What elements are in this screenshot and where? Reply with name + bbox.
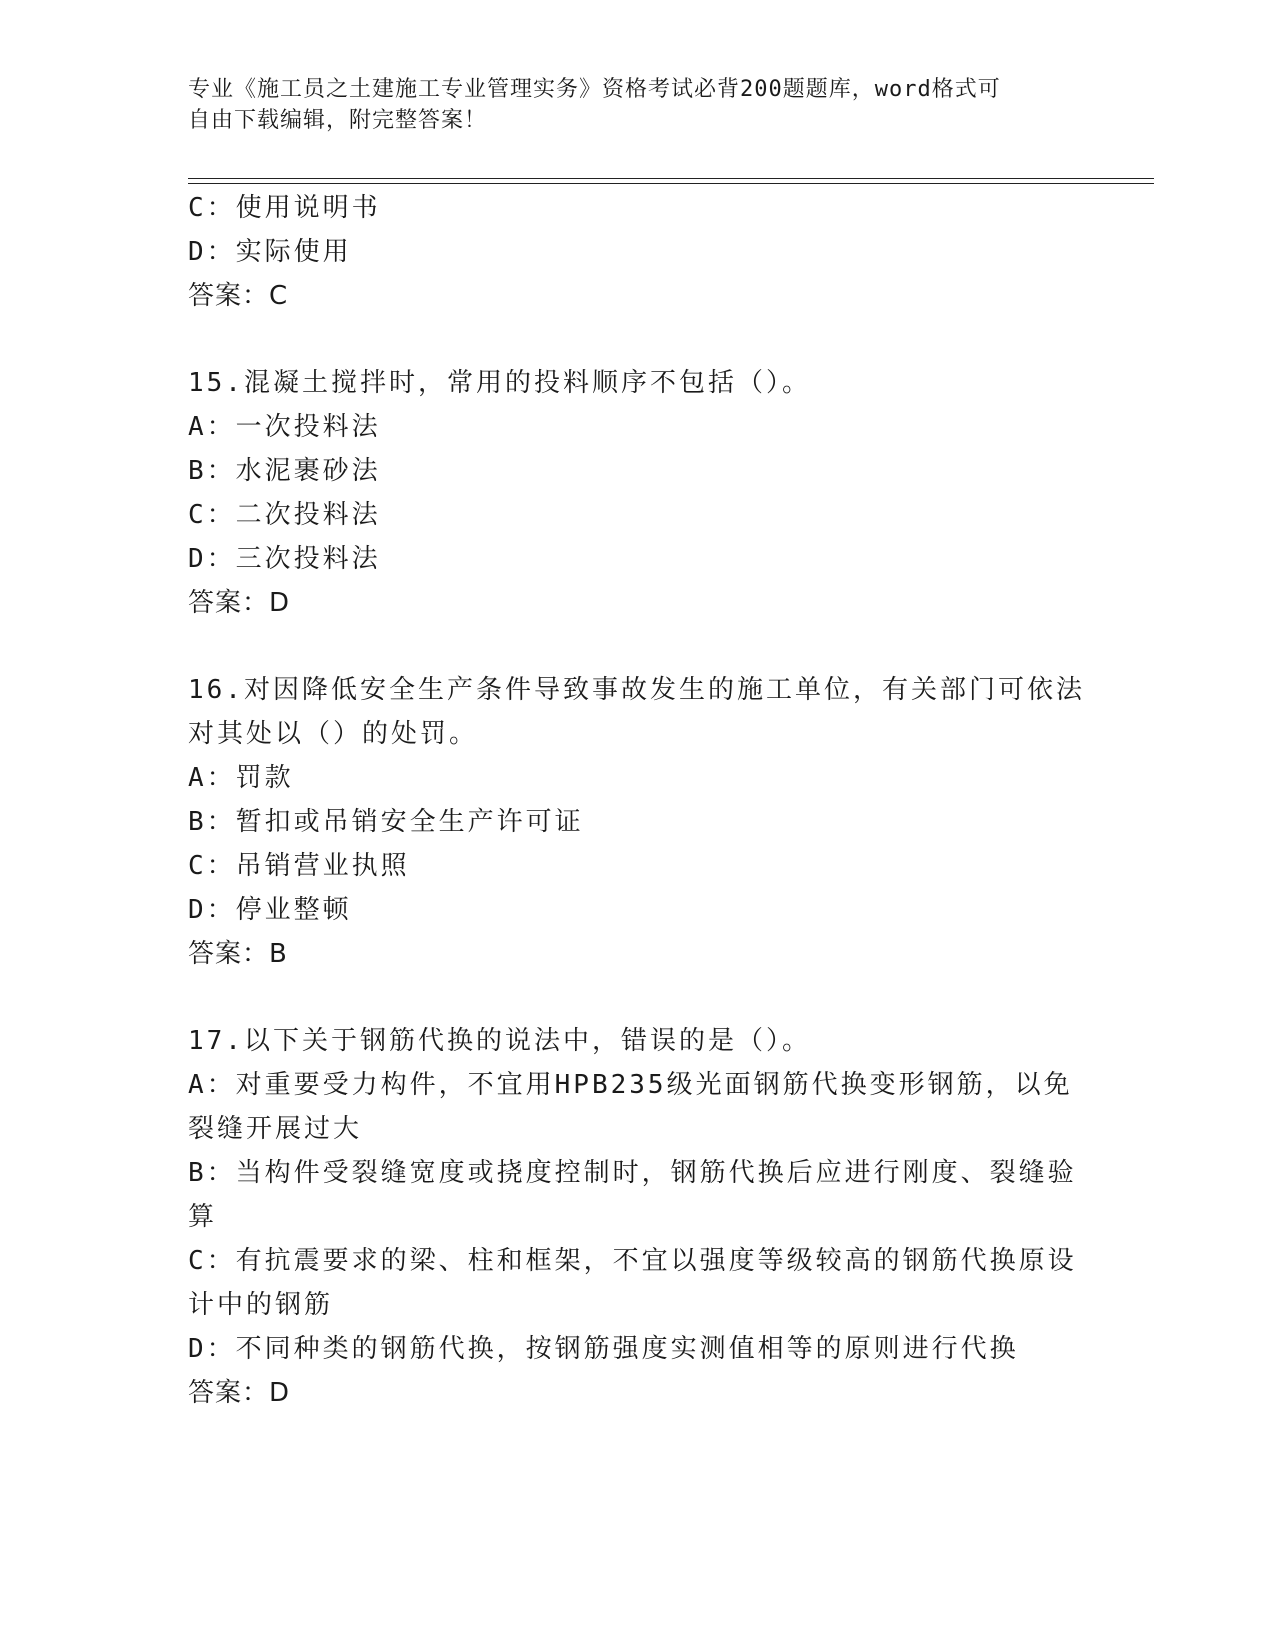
q15-answer: 答案：D xyxy=(188,588,291,618)
q17-answer: 答案：D xyxy=(188,1378,291,1408)
q16-answer: 答案：B xyxy=(188,939,288,969)
header-line-1: 专业《施工员之土建施工专业管理实务》资格考试必背200题题库，word格式可 xyxy=(188,77,1001,102)
q17-option-c-line-2: 计中的钢筋 xyxy=(188,1290,334,1320)
header-divider-bottom xyxy=(188,183,1154,184)
q15-option-b: B：水泥裹砂法 xyxy=(188,456,381,486)
q17-option-a-line-2: 裂缝开展过大 xyxy=(188,1114,363,1144)
q16-question-line-1: 16.对因降低安全生产条件导致事故发生的施工单位，有关部门可依法 xyxy=(188,675,1085,705)
prev-option-c: C：使用说明书 xyxy=(188,193,381,223)
q15-option-d: D：三次投料法 xyxy=(188,544,381,574)
q17-option-b-line-2: 算 xyxy=(188,1202,218,1232)
prev-answer: 答案：C xyxy=(188,281,289,311)
q16-option-c: C：吊销营业执照 xyxy=(188,851,410,881)
q16-option-b: B：暂扣或吊销安全生产许可证 xyxy=(188,807,584,837)
q17-option-c-line-1: C：有抗震要求的梁、柱和框架，不宜以强度等级较高的钢筋代换原设 xyxy=(188,1246,1077,1276)
page-header xyxy=(188,74,1068,136)
q17-option-a-line-1: A：对重要受力构件，不宜用HPB235级光面钢筋代换变形钢筋，以免 xyxy=(188,1070,1073,1100)
q16-option-d: D：停业整顿 xyxy=(188,895,352,925)
q15-option-a: A：一次投料法 xyxy=(188,412,381,442)
header-line-2: 自由下载编辑，附完整答案！ xyxy=(188,108,488,133)
q17-option-b-line-1: B：当构件受裂缝宽度或挠度控制时，钢筋代换后应进行刚度、裂缝验 xyxy=(188,1158,1077,1188)
q17-question: 17.以下关于钢筋代换的说法中，错误的是（）。 xyxy=(188,1026,811,1056)
q16-question-line-2: 对其处以（）的处罚。 xyxy=(188,719,479,749)
q15-option-c: C：二次投料法 xyxy=(188,500,381,530)
prev-option-d: D：实际使用 xyxy=(188,237,352,267)
q15-question: 15.混凝土搅拌时，常用的投料顺序不包括（）。 xyxy=(188,368,811,398)
q17-option-d: D：不同种类的钢筋代换，按钢筋强度实测值相等的原则进行代换 xyxy=(188,1334,1019,1364)
q16-option-a: A：罚款 xyxy=(188,763,294,793)
header-divider-top xyxy=(188,178,1154,179)
